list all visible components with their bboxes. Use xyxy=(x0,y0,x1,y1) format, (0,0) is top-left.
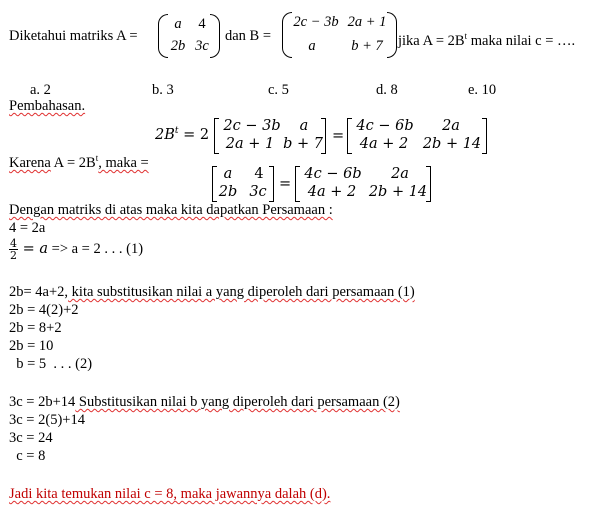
matrix-a-cell: a xyxy=(174,16,182,32)
step-c-line: 3c = 2(5)+14 xyxy=(9,412,85,428)
step-b-intro: 2b= 4a+2, kita substitusikan nilai a yang diperoleh dari persamaan (1) xyxy=(9,284,415,300)
step-a-line2: $\frac{4}{2}$ = a => a = 2 . . . (1) xyxy=(10,237,144,263)
step-b-line: 2b = 4(2)+2 xyxy=(9,302,79,318)
eq2-matrix-left xyxy=(212,166,274,202)
step-b-line: 2b = 10 xyxy=(9,338,54,354)
matrix-b-cell: b + 7 xyxy=(351,38,383,54)
eq2-equals: = xyxy=(279,176,292,192)
eq1-equals: = xyxy=(332,128,345,144)
question-intro: Diketahui matriks A = xyxy=(9,28,138,44)
matrix-a-cell: 4 xyxy=(198,16,206,32)
matrix-a-cell: 2b xyxy=(170,38,186,54)
step-b-line: 2b = 8+2 xyxy=(9,320,62,336)
eq1-m2-cell: 2b + 14 xyxy=(422,136,482,152)
eq2-m2-cell: 4a + 2 xyxy=(307,184,357,200)
eq1-m1-cell: a xyxy=(299,118,309,134)
step-c-line: 3c = 24 xyxy=(9,430,53,446)
eq2-m1-cell: 2b xyxy=(218,184,238,200)
option-e: e. 10 xyxy=(468,82,497,98)
eq2-m1-cell: a xyxy=(223,166,233,182)
option-c: c. 5 xyxy=(268,82,289,98)
matrix-a xyxy=(158,14,220,58)
step-c-intro: 3c = 2b+14 Substitusikan nilai b yang diperoleh dari persamaan (2) xyxy=(9,394,400,410)
eq1-matrix-right xyxy=(347,118,487,154)
option-b: b. 3 xyxy=(152,82,174,98)
matrix-b-cell: a xyxy=(308,38,316,54)
eq1-m1-cell: 2a + 1 xyxy=(225,136,275,152)
eq2-m1-cell: 4 xyxy=(254,166,264,182)
option-d: d. 8 xyxy=(376,82,398,98)
matrix-b-cell: 2c − 3b xyxy=(293,14,339,30)
question-dan-b: dan B = xyxy=(225,28,272,44)
eq1-lhs: $2B^t = 2$ xyxy=(155,126,210,143)
eq1-m1-cell: b + 7 xyxy=(283,136,323,152)
eq1-m2-cell: 2a xyxy=(442,118,460,134)
eq2-m2-cell: 4c − 6b xyxy=(304,166,362,182)
pembahasan-label: Pembahasan. xyxy=(9,98,86,114)
eq1-m2-cell: 4c − 6b xyxy=(356,118,414,134)
conclusion: Jadi kita temukan nilai c = 8, maka jawannya dalah (d). xyxy=(9,486,331,502)
eq2-matrix-right xyxy=(295,166,431,202)
karena-line: Karena $A = 2B^t$, maka = xyxy=(9,153,149,171)
option-a: a. 2 xyxy=(30,82,51,98)
eq2-m2-cell: 2b + 14 xyxy=(368,184,428,200)
dengan-line: Dengan matriks di atas maka kita dapatkan Persamaan : xyxy=(9,202,333,218)
matrix-b xyxy=(282,12,397,58)
fraction: $\frac{4}{2}$ xyxy=(10,237,17,263)
matrix-b-cell: 2a + 1 xyxy=(347,14,387,30)
eq1-matrix-left xyxy=(214,118,326,154)
eq2-m2-cell: 2a xyxy=(391,166,409,182)
question-tail: jika $A = 2B^t$ maka nilai c = …. xyxy=(398,31,576,49)
matrix-a-cell: 3c xyxy=(195,38,209,54)
eq1-m2-cell: 4a + 2 xyxy=(359,136,409,152)
eq1-m1-cell: 2c − 3b xyxy=(223,118,281,134)
step-b-line: b = 5 . . . (2) xyxy=(9,356,93,372)
eq2-m1-cell: 3c xyxy=(249,184,267,200)
step-a-line1: 4 = 2a xyxy=(9,220,46,236)
step-c-line: c = 8 xyxy=(9,448,46,464)
